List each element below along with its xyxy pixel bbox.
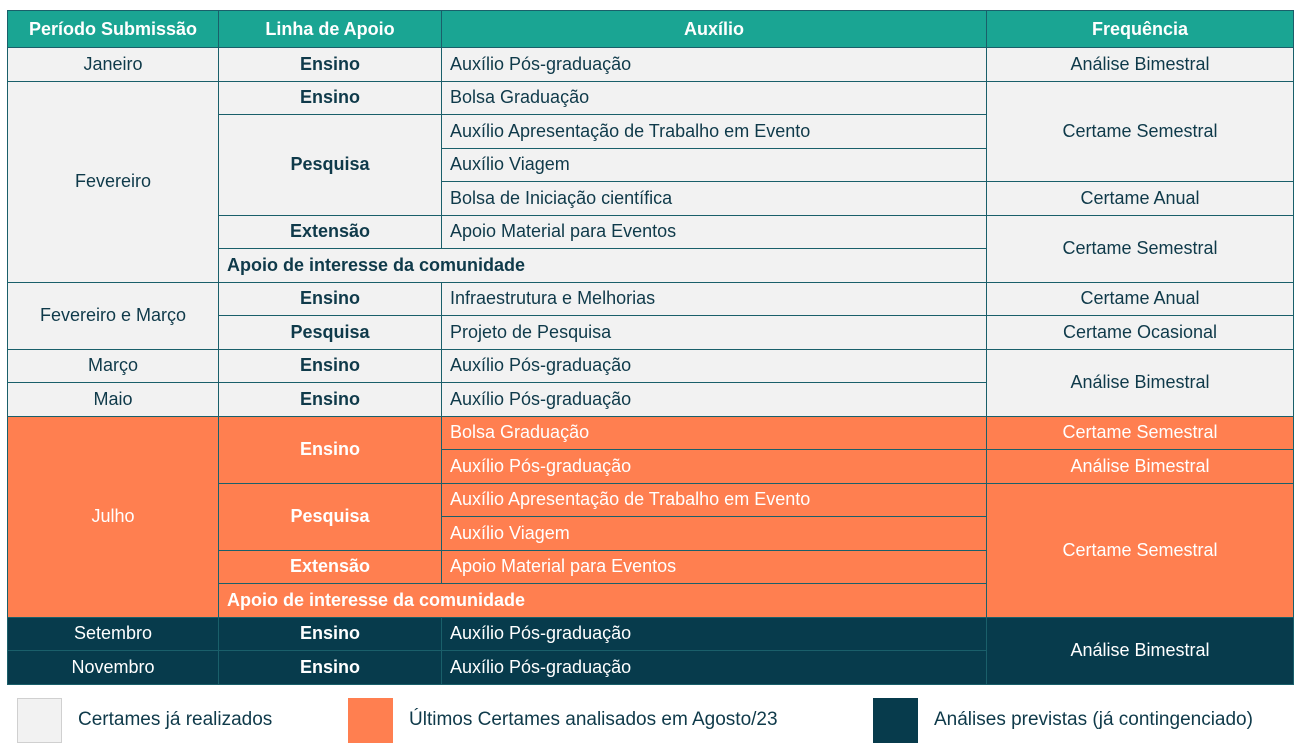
- auxilio-cell: Bolsa Graduação: [442, 416, 987, 450]
- frequencia-cell: Certame Semestral: [987, 416, 1294, 450]
- frequencia-cell: Certame Semestral: [987, 215, 1294, 282]
- table-row: [8, 282, 1294, 316]
- auxilio-cell: Auxílio Apresentação de Trabalho em Evento: [442, 483, 987, 517]
- auxilio-cell: Bolsa Graduação: [442, 81, 987, 115]
- linha-cell: Ensino: [219, 383, 442, 417]
- table-row: [8, 349, 1294, 383]
- legend-label: Certames já realizados: [78, 709, 273, 730]
- auxilio-cell: Auxílio Viagem: [442, 517, 987, 551]
- auxilio-cell: Auxílio Apresentação de Trabalho em Evento: [442, 115, 987, 149]
- frequencia-cell: Certame Semestral: [987, 81, 1294, 182]
- frequencia-cell: Análise Bimestral: [987, 349, 1294, 416]
- linha-cell: Apoio de interesse da comunidade: [219, 584, 987, 618]
- table-row: [8, 617, 1294, 651]
- auxilio-cell: Bolsa de Iniciação científica: [442, 182, 987, 216]
- frequencia-cell: Análise Bimestral: [987, 450, 1294, 484]
- periodo-cell: Novembro: [8, 651, 219, 685]
- linha-cell: Apoio de interesse da comunidade: [219, 249, 987, 283]
- frequencia-cell: Certame Ocasional: [987, 316, 1294, 350]
- frequencia-cell: Certame Anual: [987, 182, 1294, 216]
- linha-cell: Ensino: [219, 48, 442, 82]
- frequencia-cell: Análise Bimestral: [987, 48, 1294, 82]
- frequencia-cell: Certame Semestral: [987, 483, 1294, 617]
- auxilio-cell: Apoio Material para Eventos: [442, 215, 987, 249]
- header-row: [8, 11, 1294, 48]
- legend-item-previstas: [873, 697, 1253, 743]
- periodo-cell: Janeiro: [8, 48, 219, 82]
- legend-label: Análises previstas (já contingenciado): [934, 709, 1253, 730]
- linha-cell: Extensão: [219, 215, 442, 249]
- auxilio-cell: Auxílio Pós-graduação: [442, 349, 987, 383]
- periodo-cell: Fevereiro: [8, 81, 219, 282]
- periodo-cell: Maio: [8, 383, 219, 417]
- linha-cell: Extensão: [219, 550, 442, 584]
- linha-cell: Ensino: [219, 651, 442, 685]
- linha-cell: Ensino: [219, 617, 442, 651]
- legend-item-realizados: [17, 697, 272, 743]
- linha-cell: Pesquisa: [219, 115, 442, 216]
- frequencia-cell: Certame Anual: [987, 282, 1294, 316]
- legend-swatch-light: [17, 698, 62, 743]
- header-frequencia: Frequência: [987, 11, 1294, 48]
- legend-swatch-orange: [348, 698, 393, 743]
- periodo-cell: Julho: [8, 416, 219, 617]
- auxilio-cell: Auxílio Viagem: [442, 148, 987, 182]
- auxilio-cell: Auxílio Pós-graduação: [442, 617, 987, 651]
- table-row: [8, 48, 1294, 82]
- legend: [17, 697, 1290, 743]
- auxilio-cell: Infraestrutura e Melhorias: [442, 282, 987, 316]
- periodo-cell: Setembro: [8, 617, 219, 651]
- legend-item-ultimos: [348, 697, 778, 743]
- table-row: [8, 416, 1294, 450]
- legend-label: Últimos Certames analisados em Agosto/23: [409, 709, 778, 730]
- legend-swatch-dark: [873, 698, 918, 743]
- auxilio-cell: Auxílio Pós-graduação: [442, 651, 987, 685]
- auxilio-cell: Auxílio Pós-graduação: [442, 48, 987, 82]
- linha-cell: Ensino: [219, 81, 442, 115]
- header-periodo: Período Submissão: [8, 11, 219, 48]
- linha-cell: Pesquisa: [219, 483, 442, 550]
- periodo-cell: Março: [8, 349, 219, 383]
- frequencia-cell: Análise Bimestral: [987, 617, 1294, 684]
- auxilio-cell: Auxílio Pós-graduação: [442, 450, 987, 484]
- linha-cell: Pesquisa: [219, 316, 442, 350]
- linha-cell: Ensino: [219, 282, 442, 316]
- table-row: [8, 81, 1294, 115]
- auxilio-cell: Auxílio Pós-graduação: [442, 383, 987, 417]
- auxilio-cell: Projeto de Pesquisa: [442, 316, 987, 350]
- linha-cell: Ensino: [219, 416, 442, 483]
- schedule-table: [7, 10, 1294, 685]
- periodo-cell: Fevereiro e Março: [8, 282, 219, 349]
- auxilio-cell: Apoio Material para Eventos: [442, 550, 987, 584]
- header-auxilio: Auxílio: [442, 11, 987, 48]
- linha-cell: Ensino: [219, 349, 442, 383]
- header-linha: Linha de Apoio: [219, 11, 442, 48]
